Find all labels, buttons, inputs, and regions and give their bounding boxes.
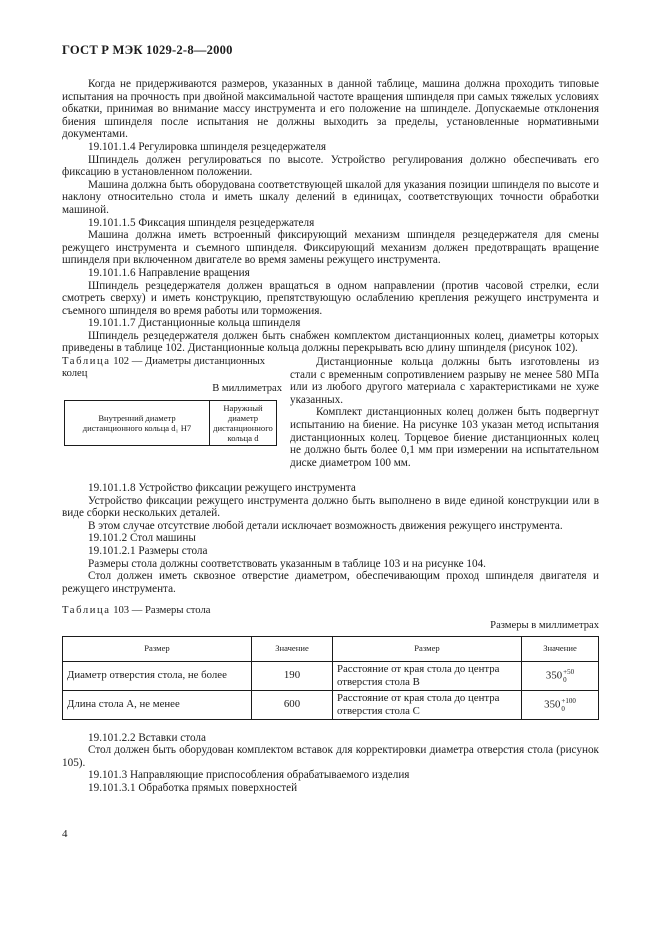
page-number: 4 — [62, 828, 68, 840]
paragraph: Дистанционные кольца должны быть изготовлены из стали с временным сопротивлением разрыву не менее 580 МПа или из любого другого материала с характеристиками не хуже указанных. — [290, 356, 599, 406]
tolerance-upper: +100 — [561, 696, 576, 705]
paragraph: Когда не придерживаются размеров, указанных в данной таблице, машина должна проходить типовые испытания на прочность при двойной максимальной частоте вращения шпинделя при самых тяжелых условиях обкатки, принимая во внимание массу инструмента и его положение на шпинделе. Допускаемые отклонения биения шпинделя после испытания не должны выходить за пределы, установленные нормативными документами. — [62, 78, 599, 141]
table102-units: В миллиметрах — [212, 383, 282, 395]
paragraph: Комплект дистанционных колец должен быть подвергнут испытанию на биение. На рисунке 103 указан метод испытания дистанционных колец. Торцевое биение дистанционных колец не должно быть более 0,1 мм при измерении на испытательном диске диаметром 100 мм. — [290, 406, 599, 469]
tolerance-limits — [563, 668, 574, 684]
table103-header: Размер — [63, 636, 252, 661]
paragraph: Машина должна иметь встроенный фиксирующий механизм шпинделя резцедержателя для смены режущего инструмента и съемного шпинделя. Фиксирующий механизм должен предотвращать вращение шпинделя при включенном двигателе во время замены режущего инструмента. — [62, 229, 599, 267]
table103-header: Значение — [252, 636, 333, 661]
table102-caption-text: 102 — Диаметры дистанционных колец — [62, 356, 266, 379]
table-cell: Расстояние от края стола до центра отверстия стола B — [333, 661, 522, 690]
table102-side-text — [290, 356, 599, 469]
paragraph: Стол должен иметь сквозное отверстие диаметром, обеспечивающим проход шпинделя двигателя и режущего инструмента. — [62, 570, 599, 595]
table-cell-tolerance — [522, 690, 599, 719]
table103-header: Размер — [333, 636, 522, 661]
table102-col2-header: Наружный диаметр дистанционного кольца d — [210, 400, 277, 445]
table-cell-tolerance — [522, 661, 599, 690]
table-cell: 190 — [252, 661, 333, 690]
table103-caption-text: 103 — Размеры стола — [110, 605, 211, 617]
paragraph: Шпиндель должен регулироваться по высоте. Устройство регулирования должно обеспечивать его фиксацию в установленном положении. — [62, 153, 599, 179]
tolerance-lower: 0 — [561, 704, 565, 713]
tolerance-base: 350 — [545, 669, 563, 682]
paragraph: Устройство фиксации режущего инструмента должно быть выполнено в виде единой конструкции или в виде сборки нескольких деталей. — [62, 494, 599, 520]
section-heading: 19.101.1.4 Регулировка шпинделя резцедержателя — [88, 140, 327, 153]
table-cell: 600 — [252, 690, 333, 719]
paragraph: Машина должна быть оборудована соответствующей шкалой для указания позиции шпинделя по высоте и наклону относительно стола и иметь шкалу делений в единицах, соответствующих точности обработки машиной. — [62, 178, 599, 216]
page-content — [62, 78, 599, 795]
section-heading: 19.101.2.2 Вставки стола — [88, 731, 206, 744]
section-heading: 19.101.2 Стол машины — [88, 532, 196, 545]
table103-caption-label: Таблица — [62, 605, 111, 617]
tolerance-upper: +50 — [563, 667, 575, 676]
table-cell: Длина стола A, не менее — [63, 690, 252, 719]
section-heading: 19.101.1.7 Дистанционные кольца шпинделя — [88, 317, 301, 330]
table-cell: Диаметр отверстия стола, не более — [63, 661, 252, 690]
paragraph: Стол должен быть оборудован комплектом вставок для корректировки диаметра отверстия стола (рисунок 105). — [62, 744, 599, 769]
table-row — [63, 690, 599, 719]
document-header: ГОСТ Р МЭК 1029-2-8—2000 — [62, 43, 233, 57]
section-heading: 19.101.2.1 Размеры стола — [88, 545, 208, 558]
section-heading: 19.101.3.1 Обработка прямых поверхностей — [88, 781, 298, 794]
table102 — [64, 400, 277, 446]
tolerance-limits — [561, 697, 575, 713]
table-cell: Расстояние от края стола до центра отверстия стола C — [333, 690, 522, 719]
table-row — [65, 400, 277, 445]
table102-block — [62, 356, 282, 446]
table102-section — [62, 356, 599, 482]
tolerance-lower: 0 — [563, 675, 567, 684]
tolerance-base: 350 — [544, 698, 561, 711]
table-row — [63, 661, 599, 690]
table102-caption — [62, 356, 282, 379]
paragraph: В этом случае отсутствие любой детали исключает возможность движения режущего инструмента. — [88, 519, 563, 532]
section-heading: 19.101.1.6 Направление вращения — [88, 266, 250, 279]
section-heading: 19.101.3 Направляющие приспособления обрабатываемого изделия — [88, 769, 410, 782]
bottom-section — [62, 732, 599, 795]
paragraph: Шпиндель резцедержателя должен вращаться в одном направлении (против часовой стрелки, если смотреть сверху) и иметь конструкцию, препятствующую ослаблению крепления режущего инструмента и съемного шпинделя во время работы или торможения. — [62, 279, 599, 317]
table103-caption — [62, 605, 599, 617]
table102-caption-label: Таблица — [62, 356, 111, 368]
table102-col1-header: Внутренний диаметр дистанционного кольца d₁ H7 — [65, 400, 210, 445]
section-heading: 19.101.1.5 Фиксация шпинделя резцедержателя — [88, 216, 315, 229]
table-header-row — [63, 636, 599, 661]
table103-units: Размеры в миллиметрах — [490, 620, 599, 631]
section-heading: 19.101.1.8 Устройство фиксации режущего инструмента — [88, 482, 356, 495]
table103-header: Значение — [522, 636, 599, 661]
paragraph: Размеры стола должны соответствовать указанным в таблице 103 и на рисунке 104. — [88, 557, 486, 570]
table103 — [62, 636, 599, 720]
paragraph: Шпиндель резцедержателя должен быть снабжен комплектом дистанционных колец, диаметры которых приведены в таблице 102. Дистанционные кольца должны перекрывать всю длину шпинделя (рисунок 102). — [62, 329, 599, 355]
